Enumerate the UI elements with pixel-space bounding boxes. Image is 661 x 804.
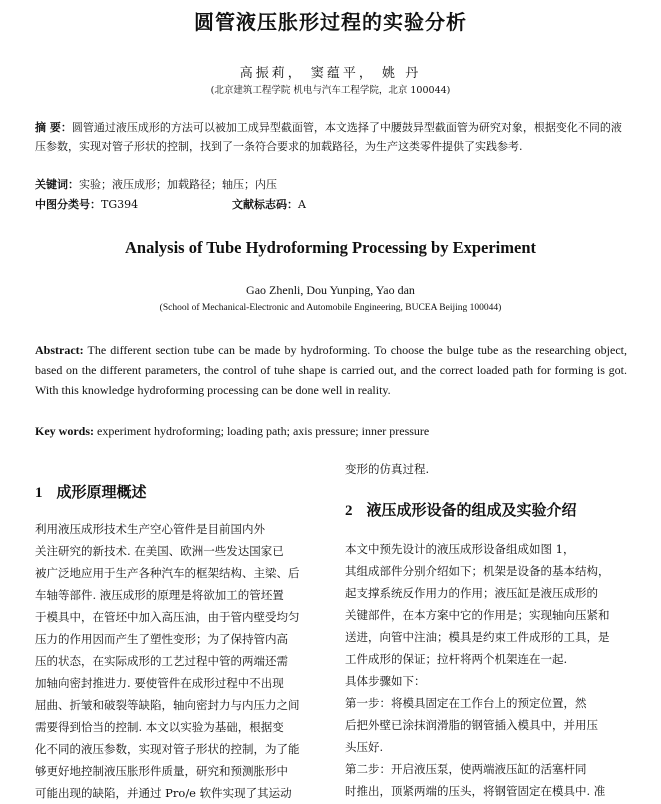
section-1-number: 1 bbox=[35, 485, 43, 501]
paper-title-en: Analysis of Tube Hydroforming Processing by Experiment bbox=[124, 238, 536, 257]
authors-en: Gao Zhenli, Dou Yunping, Yao dan bbox=[246, 283, 415, 297]
keywords-en bbox=[35, 424, 429, 439]
paper-title-cn: 圆管液压胀形过程的实验分析 bbox=[194, 10, 467, 34]
affiliation-cn: (北京建筑工程学院 机电与汽车工程学院，北京 100044) bbox=[210, 85, 451, 96]
document-code-label: 文献标志码： bbox=[232, 198, 298, 211]
body-line: 屈曲、折皱和破裂等缺陷，轴向密封力与内压力之间 bbox=[35, 698, 300, 712]
body-line: 压力的作用因而产生了塑性变形；为了保持管内高 bbox=[35, 632, 288, 646]
section-2-number: 2 bbox=[345, 503, 353, 519]
classification-code bbox=[35, 196, 138, 212]
keywords-text-cn: 实验；液压成形；加载路径；轴压；内压 bbox=[79, 178, 277, 191]
body-line: 关键部件，在本方案中它的作用是；实现轴向压紧和 bbox=[345, 608, 610, 622]
classification-label: 中图分类号： bbox=[35, 198, 101, 211]
body-line: 起支撑系统反作用力的作用；液压缸是液压成形的 bbox=[345, 586, 598, 600]
body-line: 车轴等部件. 液压成形的原理是将欲加工的管坯置 bbox=[35, 588, 284, 602]
section-2-heading bbox=[345, 499, 577, 520]
body-line: 被广泛地应用于生产各种汽车的框架结构、主梁、后 bbox=[35, 566, 300, 580]
body-line: 第二步：开启液压泵，使两端液压缸的活塞杆同 bbox=[345, 762, 587, 776]
abstract-en bbox=[35, 340, 627, 400]
abstract-text-en: The different section tube can be made by hydroforming. To choose the bulge tube as the researching object, based on the different parameters, the control of tuhe shape is carried out, and the correct loaded path for forming is got. With this knowledge hydroforming processing can be done well in reality. bbox=[35, 343, 627, 397]
continued-text: 变形的仿真过程. bbox=[345, 462, 430, 476]
body-line: 需要得到恰当的控制. 本文以实验为基础，根据变 bbox=[35, 720, 284, 734]
abstract-cn bbox=[35, 118, 631, 156]
section-1-title: 成形原理概述 bbox=[56, 483, 147, 501]
document-code-value: A bbox=[298, 198, 306, 211]
section-2-body bbox=[345, 538, 637, 802]
body-line: 头压好. bbox=[345, 740, 384, 754]
body-line: 利用液压成形技术生产空心管件是目前国内外 bbox=[35, 522, 265, 536]
body-line: 工件成形的保证；拉杆将两个机架连在一起. bbox=[345, 652, 568, 666]
body-line: 压的状态，在实际成形的工艺过程中管的两端还需 bbox=[35, 654, 288, 668]
body-line: 时推出，顶紧两端的压头，将钢管固定在模具中. 准 bbox=[345, 784, 606, 798]
document-code bbox=[232, 196, 306, 212]
body-line: 送进，向管中注油；模具是约束工件成形的工具，是 bbox=[345, 630, 610, 644]
affiliation-en: (School of Mechanical-Electronic and Automobile Engineering, BUCEA Beijing 100044) bbox=[159, 303, 502, 313]
section-1-body bbox=[35, 518, 323, 804]
keywords-text-en: experiment hydroforming; loading path; axis pressure; inner pressure bbox=[94, 424, 430, 438]
abstract-text-cn: 圆管通过液压成形的方法可以被加工成异型截面管，本文选择了中腰鼓异型截面管为研究对象，根据变化不同的液压参数，实现对管子形状的控制，找到了一条符合要求的加载路径，为生产这类零件提供了实践参考. bbox=[35, 121, 622, 153]
section-1-heading bbox=[35, 481, 147, 502]
body-line: 其组成部件分别介绍如下；机架是设备的基本结构， bbox=[345, 564, 610, 578]
body-line: 第一步：将模具固定在工作台上的预定位置，然 bbox=[345, 696, 587, 710]
body-line: 化不同的液压参数，实现对管子形状的控制，为了能 bbox=[35, 742, 300, 756]
body-line: 加轴向密封推进力. 要使管件在成形过程中不出现 bbox=[35, 676, 284, 690]
body-line: 具体步骤如下： bbox=[345, 674, 426, 688]
abstract-label-en: Abstract: bbox=[35, 343, 84, 357]
section-2-title: 液压成形设备的组成及实验介绍 bbox=[366, 501, 577, 519]
body-line: 可能出现的缺陷，并通过 Pro/e 软件实现了其运动 bbox=[35, 786, 292, 800]
body-line: 后把外壁已涂抹润滑脂的钢管插入模具中，并用压 bbox=[345, 718, 598, 732]
abstract-label-cn: 摘 要： bbox=[35, 121, 72, 134]
body-line: 关注研究的新技术. 在美国、欧洲一些发达国家已 bbox=[35, 544, 284, 558]
body-line: 于模具中，在管坯中加入高压油，由于管内壁受均匀 bbox=[35, 610, 300, 624]
authors-cn: 高振莉， 窦蕴平， 姚 丹 bbox=[239, 66, 422, 81]
body-line: 够更好地控制液压胀形件质量，研究和预测胀形中 bbox=[35, 764, 288, 778]
classification-value: TG394 bbox=[101, 198, 139, 211]
keywords-label-cn: 关键词： bbox=[35, 178, 79, 191]
keywords-label-en: Key words: bbox=[35, 424, 94, 438]
body-line: 本文中预先设计的液压成形设备组成如图 1， bbox=[345, 542, 575, 556]
keywords-cn bbox=[35, 176, 277, 192]
